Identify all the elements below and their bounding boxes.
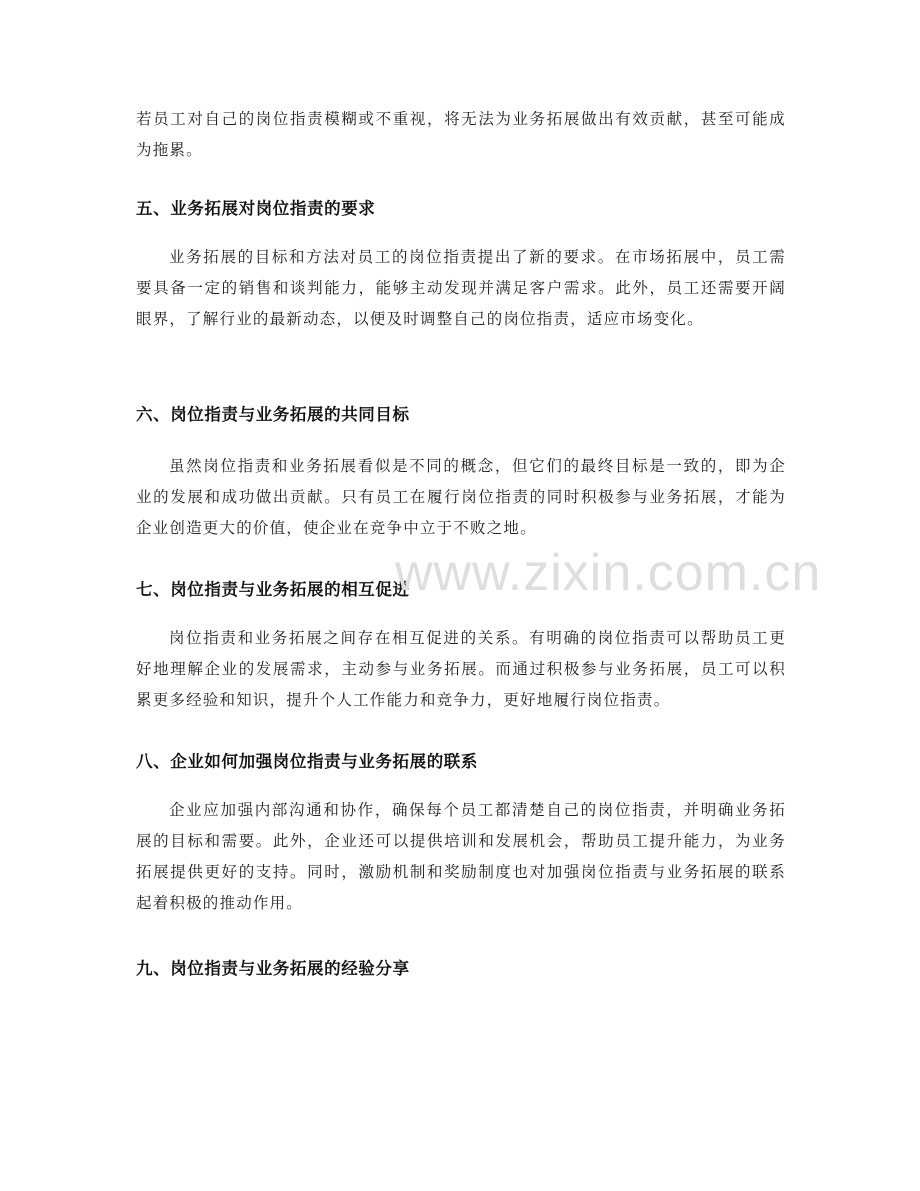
watermark: www.zixin.com.cn	[395, 544, 822, 602]
section-heading-9: 九、岗位指责与业务拓展的经验分享	[136, 959, 410, 978]
paragraph-section-5: 业务拓展的目标和方法对员工的岗位指责提出了新的要求。在市场拓展中，员工需要具备一定的销售和谈判能力，能够主动发现并满足客户需求。此外，员工还需要开阔眼界，了解行业的最新动态，以便及时调整自己的岗位指责，适应市场变化。	[136, 248, 786, 328]
section-heading-8: 八、企业如何加强岗位指责与业务拓展的联系	[136, 752, 478, 771]
paragraph-section-6: 虽然岗位指责和业务拓展看似是不同的概念，但它们的最终目标是一致的，即为企业的发展和成功做出贡献。只有员工在履行岗位指责的同时积极参与业务拓展，才能为企业创造更大的价值，使企业在竞争中立于不败之地。	[136, 457, 786, 537]
paragraph-section-8: 企业应加强内部沟通和协作，确保每个员工都清楚自己的岗位指责，并明确业务拓展的目标和需要。此外，企业还可以提供培训和发展机会，帮助员工提升能力，为业务拓展提供更好的支持。同时，激励机制和奖励制度也对加强岗位指责与业务拓展的联系起着积极的推动作用。	[136, 801, 786, 912]
paragraph-continuation: 若员工对自己的岗位指责模糊或不重视，将无法为业务拓展做出有效贡献，甚至可能成为拖累。	[136, 110, 786, 159]
paragraph-section-7: 岗位指责和业务拓展之间存在相互促进的关系。有明确的岗位指责可以帮助员工更好地理解企业的发展需求，主动参与业务拓展。而通过积极参与业务拓展，员工可以积累更多经验和知识，提升个人工作能力和竞争力，更好地履行岗位指责。	[136, 629, 786, 709]
section-heading-6: 六、岗位指责与业务拓展的共同目标	[136, 405, 410, 424]
section-heading-7: 七、岗位指责与业务拓展的相互促进	[136, 580, 410, 599]
section-heading-5: 五、业务拓展对岗位指责的要求	[136, 199, 376, 218]
